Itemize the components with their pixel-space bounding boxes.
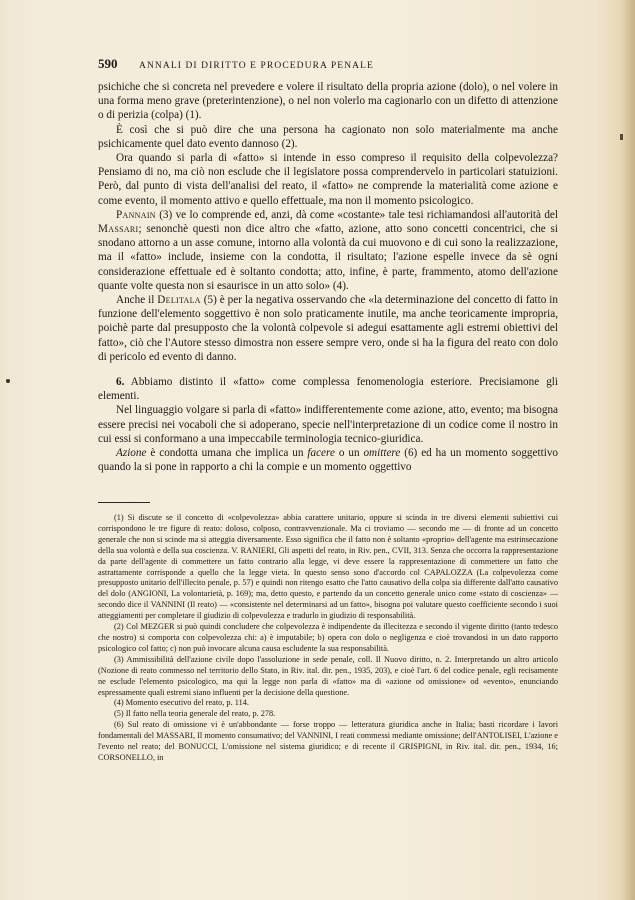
page-number: 590	[98, 56, 118, 71]
footnote-5: (5) Il fatto nella teoria generale del reato, p. 278.	[114, 709, 276, 719]
margin-mark	[620, 134, 623, 140]
paragraph-4-text-b: ; senonchè questi non dice altro che «fatto, azione, atto sono concetti concentrici, che si snodano attorno a un asse comune, intorno alla volontà da cui muovono e di cui sono la realizzazione, ma il «fatto» include, insieme con la condotta, il risultato; l'azione espelle invece da sè ogni considerazione effettuale ed è soltanto condotta; atto, infine, è parte, frammento, atomo dell'azione quante volte questa non si esaurisce in un atto solo» (4).	[98, 223, 558, 292]
author-pannain: Pannain	[116, 208, 156, 221]
paragraph-8	[98, 446, 558, 474]
running-title: ANNALI DI DIRITTO E PROCEDURA PENALE	[138, 61, 374, 71]
main-text	[98, 80, 558, 474]
paragraph-5-text-b: (5) è per la negativa osservando che «la determinazione del concetto di fatto in funzione dell'elemento soggettivo è non solo praticamente inutile, ma anche teoricamente impropria, poichè parte dal presupposto che la volontà colpevole si adegui esattamente agli estremi obiettivi del fatto», ciò che l'Autore stesso dimostra non essere sempre vero, onde si ha la figura del reato con dolo di pericolo ed evento di danno.	[98, 294, 558, 363]
running-header	[98, 56, 558, 72]
footnote-2: (2) Col MEZGER si può quindi concludere che colpevolezza è indipendente da illecitezza e secondo il vigente diritto (tanto tedesco che nostro) si comporta con colpevolezza chi: a) è imputabile; b) opera con dolo o negligenza e cioè trovandosi in un dato rapporto psicologico col fatto; c) non può invocare alcuna causa escludente la sua responsabilità.	[98, 622, 558, 653]
paragraph-4	[98, 208, 558, 293]
paragraph-1: psichiche che si concreta nel prevedere e volere il risultato della propria azione (dolo), o nel volere in una forma meno grave (preterintenzione), o nel non volerlo ma cagionarlo con un difetto di attenzione o di perizia (colpa) (1).	[98, 81, 558, 122]
paragraph-8-text-a: è condotta umana che implica un	[146, 447, 308, 460]
paragraph-8-text-b: o un	[334, 447, 364, 460]
paragraph-2: È così che si può dire che una persona ha cagionato non solo materialmente ma anche psichicamente quel dato evento dannoso (2).	[98, 123, 558, 150]
paragraph-5-text-a: Anche il	[116, 294, 158, 307]
footnote-4: (4) Momento esecutivo del reato, p. 114.	[114, 698, 249, 708]
section-number: 6.	[116, 376, 125, 389]
paragraph-4-text-a: (3) ve lo comprende ed, anzi, dà come «costante» tale tesi richiamandosi all'autorità del	[155, 208, 558, 221]
author-massari: Massari	[98, 223, 139, 236]
paragraph-3: Ora quando si parla di «fatto» si intende in esso compreso il requisito della colpevolezza? Pensiamo di no, ma ciò non esclude che il legislatore possa comprendervelo in particolari statuizioni. Però, dal punto di vista dell'analisi del reato, il «fatto» ne comprende la materialità come azione e come evento, il momento attivo e quello effettuale, ma non il momento psicologico.	[98, 152, 558, 207]
term-omittere: omittere	[363, 447, 401, 460]
footnotes	[98, 513, 558, 764]
section-6-text: Abbiamo distinto il «fatto» come complessa fenomenologia esteriore. Precisiamone gli elementi.	[98, 376, 558, 403]
footnote-1: (1) Si discute se il concetto di «colpevolezza» abbia carattere unitario, oppure si scinda in tre diversi elementi subiettivi cui corrispondono le tre figure di reato: doloso, colposo, contravvenzionale. Ma ci troviamo — secondo me — di fronte ad un concetto generale che non si scinde ma si atteggia diversamente. Esso significa che il fatto non è soltanto «proprio» dell'agente ma estrinsecazione della sua volontà e della sua coscienza. V. RANIERI, Gli aspetti del reato, in Riv. pen., CVII, 313. Senza che occorra la rappresentazione da parte dell'agente di commettere un fatto contrario alla legge, vi deve essere la rappresentazione di commettere un fatto che astrattamente corrisponde a quello che la legge vieta. In questo senso sono d'accordo col CAPALOZZA (La colpevolezza come presupposto unitario dell'illecito penale, p. 57) e quindi non ritengo esatto che l'atto causativo della colpa sia differente dall'atto causativo del dolo (ANGIONI, La volontarietà, p. 169); ma, detto questo, e partendo da un concetto generale unico come «stato di coscienza» — secondo dice il VANNINI (Il reato) — «consistente nel determinarsi ad un fatto», bisogna poi valutare questo coefficiente secondo i suoi atteggiamenti per completare il giudizio di colpevolezza e tradurlo in giudizio di responsabilità.	[98, 513, 558, 621]
footnote-separator	[98, 502, 150, 503]
paragraph-5	[98, 293, 558, 364]
page-edge-shadow	[621, 0, 635, 900]
footnote-6: (6) Sul reato di omissione vi è un'abbondante — forse troppo — letteratura giuridica anche in Italia; basti ricordare i lavori fondamentali del MASSARI, Il momento consumativo; del VANNINI, I reati commessi mediante omissione; dell'ANTOLISEI, L'azione e l'evento nel reato; del BONUCCI, L'omissione nel sistema giuridico; e di recente il GRISPIGNI, in Riv. ital. dir. pen., 1934, 16; CORSONELLO, in	[98, 720, 558, 762]
paragraph-8-text-c: (6) ed ha un momento soggettivo quando la si pone in rapporto a chi la compie e un momento oggettivo	[98, 447, 559, 474]
author-delitala: Delitala	[157, 294, 201, 307]
section-6-intro	[98, 375, 558, 403]
term-azione: Azione	[116, 447, 147, 460]
term-facere: facere	[307, 447, 335, 460]
footnote-3: (3) Ammissibilità dell'azione civile dopo l'assoluzione in sede penale, coll. Il Nuovo diritto, n. 2. Interpretando un altro articolo (Nozione di reato commesso nel territorio dello Stato, in Riv. ital. dir. pen., 1935, 203), e cioè l'art. 6 del codice penale, egli recisamente ne esclude l'elemento psicologico, ma qui la legge non parla di «fatto» ma di «azione od omissione» od «evento», enunciando espressamente quali estremi siano influenti per la decisione della questione.	[98, 654, 558, 697]
margin-dot	[6, 379, 10, 383]
paragraph-7: Nel linguaggio volgare si parla di «fatto» indifferentemente come azione, atto, evento; ma bisogna essere precisi nei vocaboli che si adoperano, specie nell'interpretazione di un codice come il nostro in cui essi si conformano a una impeccabile terminologia tecnico-giuridica.	[98, 404, 558, 445]
